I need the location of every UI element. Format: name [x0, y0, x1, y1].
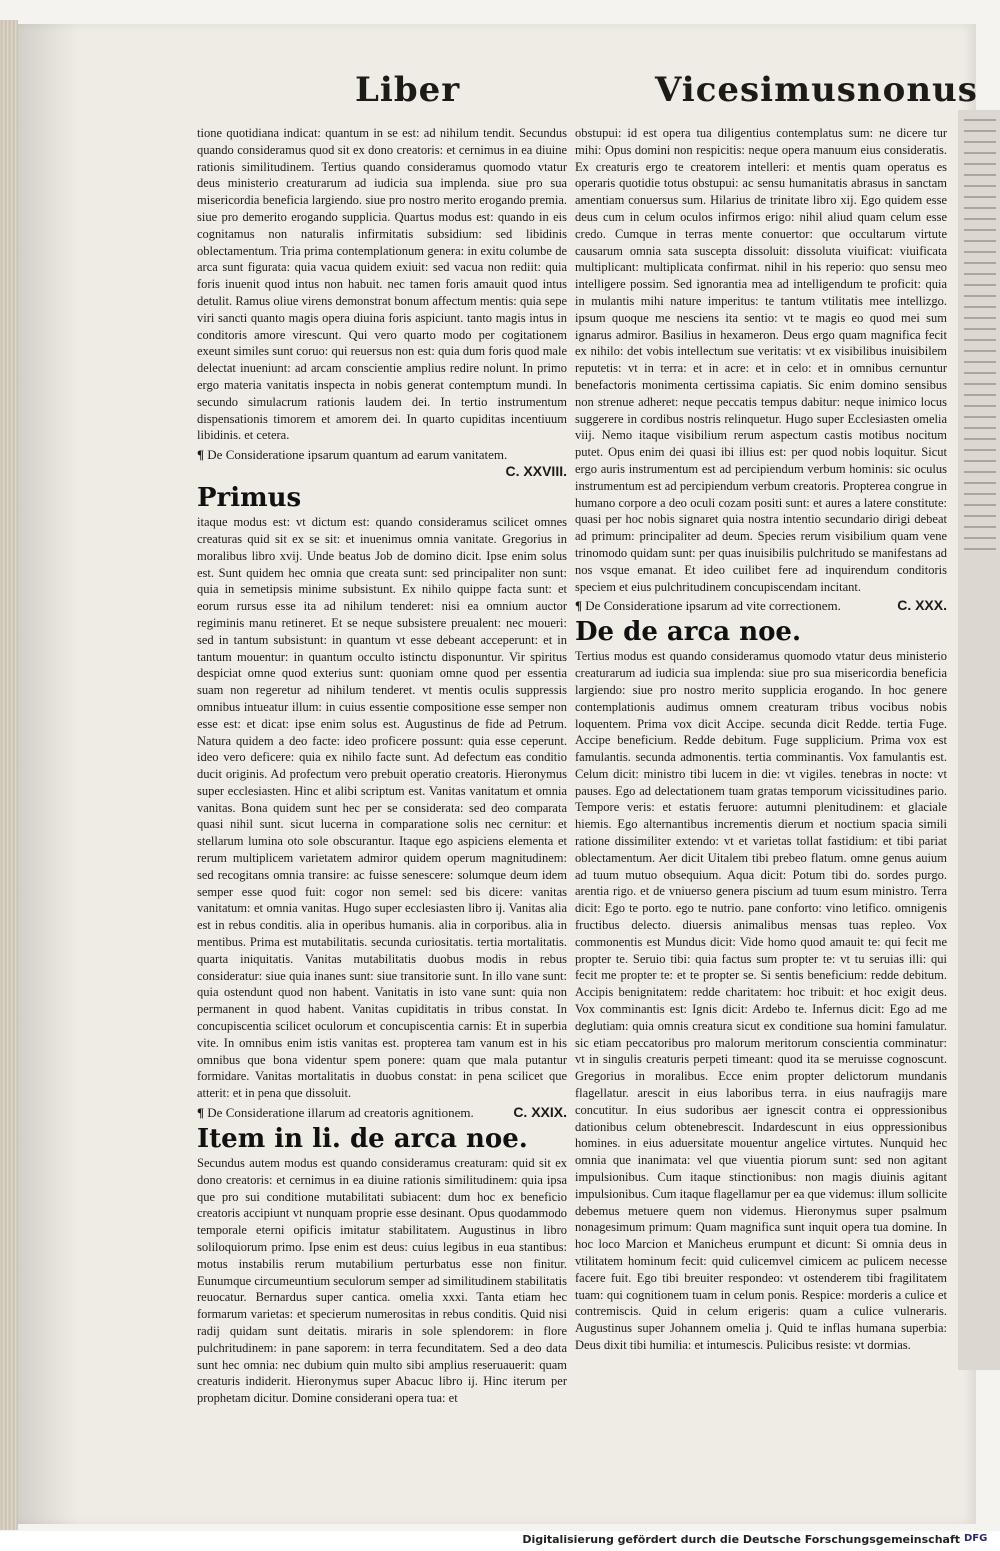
paragraph-mark-icon: ¶ [197, 447, 205, 463]
book-page-edges [0, 20, 18, 1530]
right-paragraph-1: obstupui: id est opera tua diligentius contemplatus sum: ne dicere tur mihi: Opus domini non respicitis: neque opera manuum eius consideratis. Ex creaturis ergo te creatorem intelleri: et mentis quam operatus es operaris quotidie totus obstupui: ac sensu humanitatis abrasus in sanctam amentiam conuersus sum. Hilarius de trinitate libro xij. Ego quidem esse deus cum in celum oculos infirmos erigo: nihil aliud quam celum esse credo. Cumque in terras mente conuertor: que occultarum virtute causarum omnia sata suscepta dissoluit: dissoluta viuificat: viuificata multiplicant: multiplicata confirmat. nihil in his reperio: quo sensu meo intelligere possim. Sed ignorantia mea ad intelligendum te proficit: quia in mulantis mihi nature imperitus: te tantum vtilitatis mee intellizgo. ipsum quoque me nesciens ita sentio: vt te magis eo quod mei sum ignarus admiror. Basilius in hexameron. Deus ergo quam magnifica fecit ex nihilo: det vobis intellectum sue veritatis: vt ex visibilibus inuisibilem reputetis: vt in terra: et in acre: et in celo: et in omnibus cernuntur benefactoris monimenta certissima capiatis. Sic enim domino sensibus non strenue adheret: neque peccatis tempus dabitur: neque inimico locus suggerere in cordibus nostris relinquetur. Hugo super Ecclesiasten omelia viij. Nemo itaque visibilium rerum aspectum castis motibus nocitum putet. Opus enim dei quasi ibi illius est: per quod nobis loquitur. Sicut ergo auris instrumentum est ad percipiendum verbum hominis: sic oculus instrumentum est ad percipiendum verbum creatoris. Propterea congrue in humano corpore a deo oculi cozam positi sunt: et aures a latere constitute: quasi per hoc nobis signaret quia nostra intentio secundario dirigi debeat ad primum: principaliter ad deum. Species rerum visibilium quam vene trinomodo quidam sunt: per quas inuisibilis pulchritudo se manifestans ad nos vsque emanat. Et ideo cuilibet fere ad inquirendum conditoris speciem et eius pulchritudinem concupiscendam incitant. [575, 126, 947, 594]
incipit-initial: Primus [197, 483, 302, 514]
running-head-right: Vicesimusnonus [655, 70, 978, 110]
chapter-number: C. XXIX. [513, 1104, 567, 1121]
left-text-column [197, 125, 567, 1407]
funding-credit: Digitalisierung gefördert durch die Deutsche Forschungsgemeinschaft [522, 1533, 960, 1546]
left-paragraph-3: Secundus autem modus est quando consideramus creaturam: quid sit ex dono creatoris: et cernimus in ea diuine rationis similitudinem: quia ipsa que pro sui conditione mutabilitati subiacent: dum hoc ex beneficio creatoris accipiunt vt nunquam proprie esse desinant. Opus quodammodo temporale eterni opificis imitatur stabilitatem. Augustinus in libro soliloquiorum primo. Ipse enim est deus: cuius legibus in eua stantibus: motus instabilis rerum mutabilium perturbatus esse non finitur. Eunumque circumeuntium seculorum semper ad similitudinem stabilitatis reuocatur. Bernardus super cantica. omelia xxxi. Tanta etiam hec formarum varietas: et specierum numerositas in rebus conditis. Quid nisi radij quidam sunt deitatis. miraris in sole splendorem: in flore pulchritudinem: in pane saporem: in terra fecunditatem. Sed a deo data sunt hec omnia: nec dubium quin multo sibi amplius reseruauerit: quam creaturis indiderit. Hieronymus super Abacuc libro ij. Hinc iterum per prophetam dicitur. Domine considerani opera tua: et [197, 1156, 567, 1406]
left-paragraph-1: tione quotidiana indicat: quantum in se est: ad nihilum tendit. Secundus quando consideramus quod sit ex dono creatoris: et cernimus in ea diuine rationis similitudinem. Tertius quando consideramus quomodo vtatur deus ministerio creaturarum ad iudicia sua implenda. siue pro sua misericordia beneficia largiendo. siue pro nostro merito erogando premia. siue pro demerito erogando supplicia. Quartus modus est: quando in eis cognitamus non naturalis infirmitatis subsidium: sed libidinis oblectamentum. Tria prima contemplationum genera: in exitu columbe de arca sunt figurata: quia vacua quidem exiuit: sed vacua non rediit: quia foris inuenit quod intus non habuit. nec tamen foris amauit quod intus detulit. Ramus oliue virens demonstrat bonum affectum mentis: quia sepe viri sancti quanto magis opera diuina foris aspiciunt. tanto magis intus in conditoris amore virescunt. Qui vero quarto modo per cogitationem exeunt similes sunt coruo: qui reuersus non est: quia dum foris quod male delectat inueniunt: ad arcam conscientie amplius redire nolunt. In primo ergo materia vanitatis inspecta in nobis generat contemptum mundi. In secundo simulacrum rationis laudem dei. In tertio instrumentum dispensationis timorem et amorem dei. In quarto cupiditas incentiuum libidinis. et cetera. [197, 126, 567, 443]
incipit-initial: De de arca noe. [575, 617, 802, 648]
paragraph-mark-icon: ¶ [575, 598, 583, 614]
incipit-initial: Item in li. de arca noe. [197, 1124, 528, 1155]
running-head-left: Liber [355, 70, 461, 110]
section-heading-xxix [197, 1104, 567, 1121]
paragraph-mark-icon: ¶ [197, 1105, 205, 1121]
right-paragraph-2: Tertius modus est quando consideramus quomodo vtatur deus ministerio creaturarum ad iudicia sua implenda: siue pro sua misericordia beneficia largiendo: siue pro nostro merito supplicia erogando. In hoc genere contemplationis audimus omnem creaturam tribus vocibus nobis loquentem. Prima vox dicit Accipe. secunda dicit Redde. tertia Fuge. Accipe beneficium. Redde debitum. Fuge supplicium. Prima vox est famulantis. secunda admonentis. tertia comminantis. Vox famulantis est. Celum dicit: ministro tibi lucem in die: vt vigiles. tenebras in nocte: vt pauses. Ego ad delectationem tuam gratas temporum vicissitudines pario. Tempore veris: et estatis feruore: autumni plenitudinem: et glaciale hiemis. Ego alternantibus incrementis dierum et noctium spacia simili ratione dissimiliter extendo: vt et varietas tollat fastidium: et tibi pariat oblectamentum. Aer dicit Uitalem tibi prebeo flatum. omne genus auium ad tuum mutuo obsequium. Aqua dicit: Potum tibi do. sordes purgo. arentia rigo. et de vniuerso genera piscium ad tuum esum ministro. Terra dicit: Ego te porto. ego te nutrio. pane conforto: vino letifico. omnigenis fructibus delecto. diuersis animalibus mensas tuas repleo. Vox commonentis est Mundus dicit: Vide homo quod amauit te: qui fecit me propter te. Seruio tibi: quia factus sum propter te: vt tu seruias illi: qui fecit me propter te: et te propter se. Si sentis beneficium: redde debitum. Accipis benignitatem: redde charitatem: hoc tribuit: et hoc exigit deus. Vox comminantis est: Ignis dicit: Ardebo te. Infernus dicit: Ego ad me deglutiam: quia omnis creatura sicut ex conditione sua homini famulatur. sic etiam peccatoribus pro malorum meritorum conscientia comminatur: vt in singulis creaturis perpeti timeant: quod ita se meruisse cognoscunt. Gregorius in moralibus. Ecce enim propter delictorum mundanis flagellatur. arescit in eius laboribus terra. in eius naufragijs mare concutitur. In eius sudoribus aer ignescit contra ei oppressionibus dationibus celum obtenebrescit. Indardescunt in eius oppressionibus homines. in eius aduersitate mouentur angelice virtutes. Nunquid hec omnia que inanimata: vel que viuentia piorum sunt: sed non agitant impulsionibus. Cum itaque stinctionibus: non magis diuinis agitant impulsionibus. Cum itaque flagellamur per ea que videmus: illum sollicite debemus metuere quem non videmus. Hieronymus super psalmum nonagesimum primum: Quam magnifica sunt inquit opera tua domine. In hoc loco Marcion et Manicheus erumpunt et dicunt: Si omnia deus in vtilitatem hominum fecit: quid culicemvel cimicem ac pulicem necesse facere fuit. Ego tibi breuiter respondeo: vt ostenderem tibi fragilitatem tuam: qui cognitionem tuam in celum ponis. Respice: morderis a culice et contremiscis. Quid in celum erigeris: quam a culice vulneraris. Augustinus super Johannem omelia j. Quid te inflas humana superbia: Deus dixit tibi humilia: et intumescis. Pulicibus resiste: vt dormias. [575, 649, 947, 1352]
section-heading-text: De Consideratione ipsarum ad vite correctionem. [585, 598, 841, 614]
section-heading-xxx [575, 597, 947, 614]
dfg-logo-icon: DFG [964, 1533, 988, 1544]
section-heading-text: De Consideratione ipsarum quantum ad earum vanitatem. [207, 447, 508, 463]
left-paragraph-2: itaque modus est: vt dictum est: quando consideramus scilicet omnes creaturas quid sit ex se sit: et inuenimus omnia vanitate. Gregorius in moralibus libro xvij. Unde beatus Job de domino dicit. Ipse enim solus est. Sunt quidem hec omnia que creata sunt: sed principaliter non sunt: quia in semetipsis minime subsistunt. Ex nihilo quippe facta sunt: et eorum rursus esse ita ad nihilum tenderet: nisi ea omnium auctor regiminis manu retineret. Et se neque subsistere preualent: nec moueri: sed in tantum subsistunt: in quantum vt esse debeant acceperunt: et in tantum mouentur: in quantum occulto istinctu disponuntur. Vir spiritus despiciat omne quod exterius sunt: quoniam omne quod per essentia suam non regeretur ad nihilum tenderet. vt mentis oculis suppressis omnibus intueatur illum: in cuius essentie compositione esse semper non esse est: et dicat: ipse enim solus est. Augustinus de fide ad Petrum. Natura quidem a deo facte: ideo proficere possunt: quia esse ceperunt. ideo vero deficere: quia ex nihilo facte sunt. Ad defectum eas conditio ducit originis. Ad profectum vero prebuit operatio creatoris. Hieronymus super ecclesiasten. Hinc et alibi scriptum est. Vanitas vanitatum et omnia vanitas. Bona quidem sunt hec per se considerata: sed deo comparata quasi nihil sunt. sicut lucerna in comparatione solis nec cernitur: et stellarum lumina oto sole obscurantur. Itaque ego aspiciens elementa et rerum multiplicem varietatem admiror quidem operum magnitudinem: sed recogitans omnia transire: ac fuisse senescere: solumque deum idem semper esse quod fuit: cogor non semel: sed bis dicere: vanitas vanitatum: et omnia vanitas. Hugo super ecclesiasten libro ij. Vanitas alia est in rebus conditis. alia in operibus humanis. alia in corporibus. alia in mentibus. Prima est mutabilitatis. secunda curiositatis. tertia mortalitatis. quarta iniquitatis. Vanitas mutabilitatis duobus modis in rebus consideratur: siue quia inanes sunt: siue transitorie sunt. In illo vane sunt: quia ostendunt quod non habent. Vanitatis in isto vane sunt: quia non permanent in quod habent. Vanitas cupiditatis in tribus constat. In concupiscentia scilicet oculorum et concupiscentia carnis: Et in superbia vite. In omnibus enim istis vanitas est. propterea tam vanum est in his omnibus que bona videntur spem ponere: quam que mala putantur formidare. Vanitas mortalitatis in duobus constat: in pena scilicet que atterit: et in pena que dissoluit. [197, 515, 567, 1101]
chapter-number: C. XXX. [897, 597, 947, 614]
chapter-number: C. XXVIII. [505, 463, 567, 480]
gutter-shadow [18, 24, 78, 1524]
section-heading-xxviii [197, 446, 567, 480]
facing-page-edge [958, 110, 1000, 1370]
section-heading-text: De Consideratione illarum ad creatoris agnitionem. [207, 1105, 474, 1121]
right-text-column [575, 125, 947, 1354]
